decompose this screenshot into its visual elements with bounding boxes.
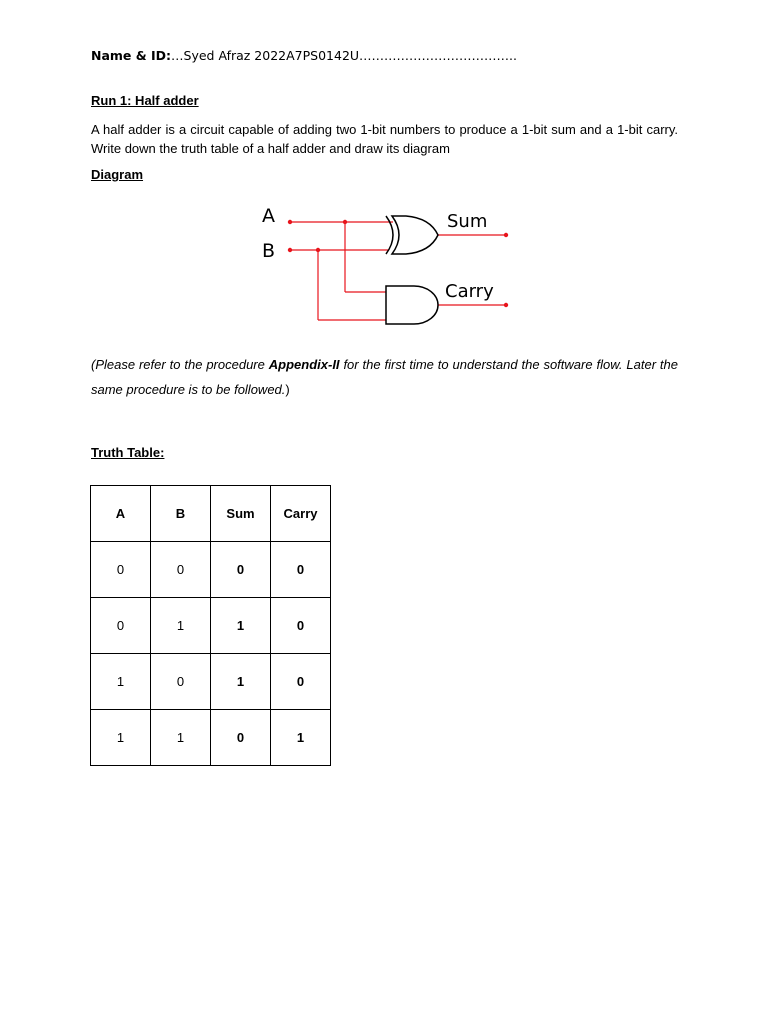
table-row xyxy=(91,710,331,766)
table-cell: 0 xyxy=(151,542,211,598)
table-row xyxy=(91,598,331,654)
diagram-heading: Diagram xyxy=(91,167,144,182)
table-row xyxy=(91,654,331,710)
input-b-label: B xyxy=(262,240,276,262)
output-carry-label: Carry xyxy=(445,281,494,302)
carry-terminal xyxy=(504,303,508,307)
name-id-value: …Syed Afraz 2022A7PS0142U……………………………….. xyxy=(171,48,517,63)
and-gate xyxy=(386,286,438,324)
table-cell: 0 xyxy=(91,542,151,598)
table-cell: 0 xyxy=(211,542,271,598)
column-header: B xyxy=(151,486,211,542)
input-a-label: A xyxy=(262,205,275,227)
run-description: A half adder is a circuit capable of adding two 1-bit numbers to produce a 1-bit sum and a 1-bit carry. Write down the truth table of a half adder and draw its diagram xyxy=(91,122,678,156)
input-b-terminal xyxy=(288,248,292,252)
column-header: Sum xyxy=(211,486,271,542)
truth-table xyxy=(90,485,331,766)
name-id-line xyxy=(91,48,517,63)
column-header: Carry xyxy=(271,486,331,542)
column-header: A xyxy=(91,486,151,542)
junction-b xyxy=(316,248,320,252)
procedure-note xyxy=(91,352,678,402)
table-cell: 1 xyxy=(91,710,151,766)
table-cell: 1 xyxy=(91,654,151,710)
table-cell: 0 xyxy=(271,598,331,654)
note-appendix-ref: Appendix-II xyxy=(268,357,340,372)
table-header-row xyxy=(91,486,331,542)
xor-gate xyxy=(386,216,438,254)
table-cell: 0 xyxy=(271,542,331,598)
table-cell: 0 xyxy=(91,598,151,654)
junction-a xyxy=(343,220,347,224)
note-suffix: for the first time to understand the software flow. Later the same procedure is to be followed. xyxy=(91,357,678,397)
table-cell: 0 xyxy=(211,710,271,766)
name-id-label: Name & ID: xyxy=(91,48,172,63)
half-adder-circuit-diagram xyxy=(250,196,520,336)
table-cell: 1 xyxy=(271,710,331,766)
table-cell: 1 xyxy=(211,654,271,710)
table-cell: 0 xyxy=(151,654,211,710)
table-cell: 0 xyxy=(271,654,331,710)
note-prefix: (Please refer to the procedure xyxy=(91,357,269,372)
truth-table-heading: Truth Table: xyxy=(91,445,165,460)
output-sum-label: Sum xyxy=(447,211,488,232)
table-cell: 1 xyxy=(151,710,211,766)
table-row xyxy=(91,542,331,598)
table-cell: 1 xyxy=(211,598,271,654)
run-title: Run 1: Half adder xyxy=(91,93,199,108)
table-cell: 1 xyxy=(151,598,211,654)
input-a-terminal xyxy=(288,220,292,224)
note-close: ) xyxy=(285,382,290,397)
sum-terminal xyxy=(504,233,508,237)
